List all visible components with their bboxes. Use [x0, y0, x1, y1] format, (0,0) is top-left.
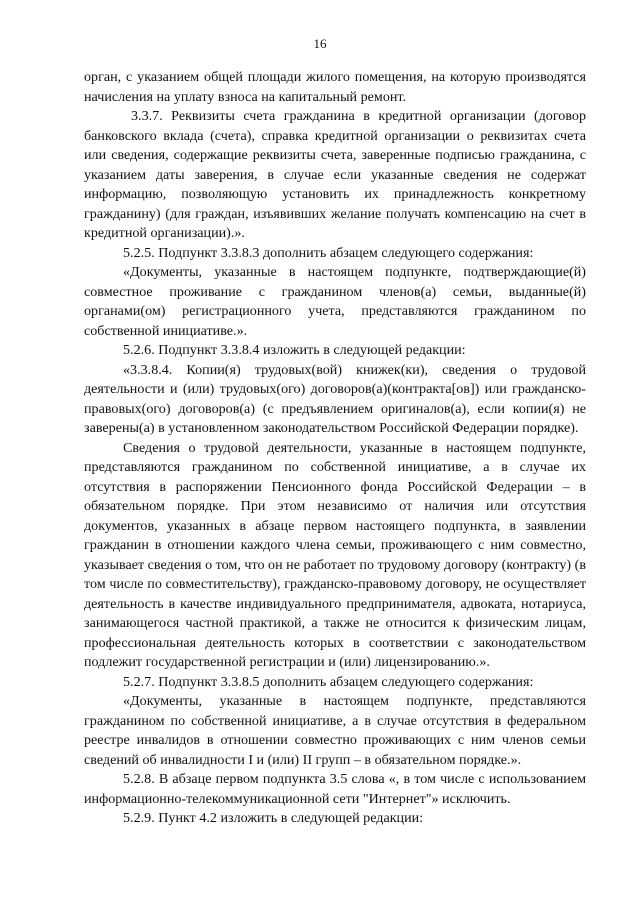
paragraph-quote-documents: «Документы, указанные в настоящем подпункте, подтверждающие(й) совместное проживание с гражданином членов(а) семьи, выданные(й) органами(ом) регистрационного учета, представляются гражданином по собственной инициативе.». [84, 264, 586, 339]
paragraph-5-2-7: 5.2.7. Подпункт 3.3.8.5 дополнить абзацем следующего содержания: [123, 673, 534, 690]
paragraph-5-2-5: 5.2.5. Подпункт 3.3.8.3 дополнить абзацем следующего содержания: [123, 244, 534, 261]
paragraph-5-2-6: 5.2.6. Подпункт 3.3.8.4 изложить в следующей редакции: [123, 342, 466, 358]
paragraph-3-3-7: 3.3.7. Реквизиты счета гражданина в кредитной организации (договор банковского вклада (счета), справка кредитной организации о реквизитах счета или сведения, содержащие реквизиты счета, заверенные подписью гражданина, с указанием даты заверения, в случае если указанные сведения не содержат информацию, позволяющую установить их принадлежность конкретному гражданину) (для граждан, изъявивших желание получать компенсацию на счет в кредитной организации).». [84, 108, 586, 241]
paragraph-3-3-8-4: «3.3.8.4. Копии(я) трудовых(вой) книжек(ки), сведения о трудовой деятельности и (или) трудовых(ого) договоров(а)(контракта[ов]) или гражданско-правовых(ого) договоров(а) (с предъявлением оригиналов(а), если копии(я) не заверены(а) в установленном законодательством Российской Федерации порядке). [84, 361, 586, 436]
paragraph-labor-info: Сведения о трудовой деятельности, указанные в настоящем подпункте, представляются гражданином по собственной инициативе, а в случае их отсутствия в распоряжении Пенсионного фонда Российской Федерации – в обязательном порядке. При этом независимо от наличия или отсутствия документов, указанных в абзаце первом настоящего подпункта, в заявлении гражданин в отношении каждого члена семьи, проживающего с ним совместно, указывает сведения о том, что он не работает по трудовому договору (контракту) (в том числе по совместительству), гражданско-правовому договору, не осуществляет деятельность в качестве индивидуального предпринимателя, адвоката, нотариуса, занимающегося частной практикой, а также не относится к физическим лицам, профессиональная деятельность которых в соответствии с законодательством подлежит государственной регистрации и (или) лицензированию.». [84, 439, 586, 670]
page-number: 16 [313, 36, 327, 51]
paragraph-continuation: орган, с указанием общей площади жилого помещения, на которую производятся начисления на уплату взноса на капитальный ремонт. [84, 69, 586, 105]
document-body [84, 68, 586, 829]
paragraph-quote-disability: «Документы, указанные в настоящем подпункте, представляются гражданином по собственной инициативе, а в случае отсутствия в федеральном реестре инвалидов в отношении совместно проживающих с ним членов семьи сведений об инвалидности I и (или) II групп – в обязательном порядке.». [84, 693, 586, 768]
paragraph-5-2-9: 5.2.9. Пункт 4.2 изложить в следующей редакции: [123, 810, 424, 826]
paragraph-5-2-8: 5.2.8. В абзаце первом подпункта 3.5 слова «, в том числе с использованием информационно-телекоммуникационной сети "Интернет"» исключить. [84, 771, 586, 807]
